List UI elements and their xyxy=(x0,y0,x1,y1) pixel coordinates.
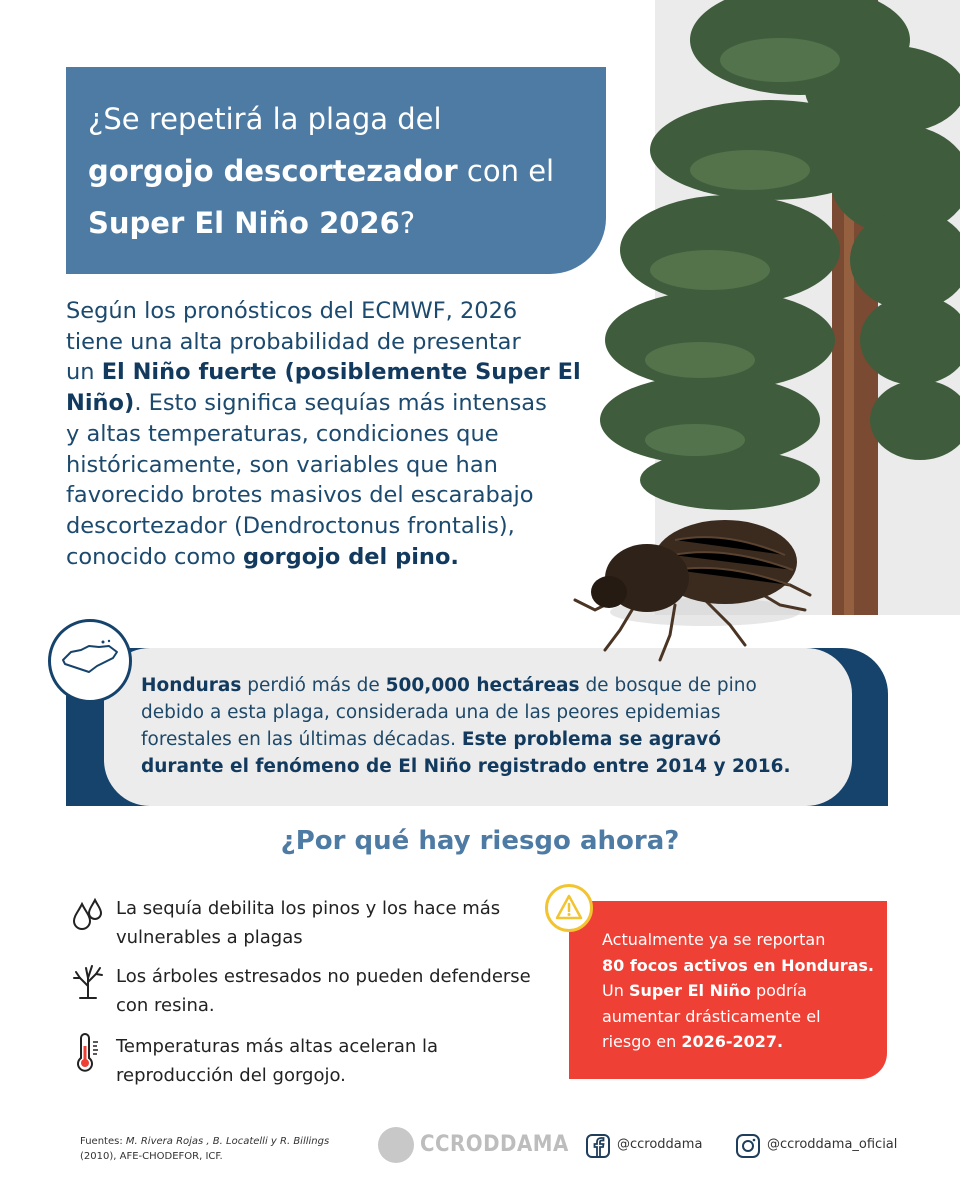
ccroddama-logo: CCRODDAMA xyxy=(378,1127,538,1163)
risk-item-drought: La sequía debilita los pinos y los hace más vulnerables a plagas xyxy=(70,894,550,954)
beetle-image xyxy=(565,500,815,670)
instagram-icon xyxy=(735,1133,761,1159)
warning-icon xyxy=(545,884,593,932)
title-line-1: ¿Se repetirá la plaga del xyxy=(88,102,442,136)
alert-text: Actualmente ya se reportan 80 focos activos en Honduras. Un Super El Niño podría aumentar drásticamente el riesgo en 2026-2027. xyxy=(602,930,875,1051)
risk-item-stressed-trees: Los árboles estresados no pueden defenderse con resina. xyxy=(70,962,550,1022)
risk-question-heading: ¿Por qué hay riesgo ahora? xyxy=(280,826,680,856)
title-line-2: gorgojo descortezador con el xyxy=(88,154,555,188)
honduras-card-text: Honduras perdió más de 500,000 hectáreas de bosque de pino debido a esta plaga, considerada una de las peores epidemias forestales en las últimas décadas. Este problema se agravó durante el fenómeno de El Niño registrado entre 2014 y 2016. xyxy=(141,675,791,777)
instagram-link[interactable]: @ccroddama_oficial xyxy=(735,1133,915,1159)
honduras-map-icon xyxy=(48,619,132,703)
facebook-icon xyxy=(585,1133,611,1159)
title-banner xyxy=(66,67,606,274)
facebook-link[interactable]: @ccroddama xyxy=(585,1133,725,1159)
title-line-3: Super El Niño 2026? xyxy=(88,206,416,240)
sources-note: Fuentes: M. Rivera Rojas , B. Locatelli y R. Billings (2010), AFE-CHODEFOR, ICF. xyxy=(80,1136,330,1162)
logo-emblem-icon xyxy=(378,1127,414,1163)
thermometer-icon xyxy=(70,1032,106,1072)
risk-item-temperature: Temperaturas más altas aceleran la reproducción del gorgojo. xyxy=(70,1032,550,1092)
water-drops-icon xyxy=(70,894,106,934)
intro-paragraph: Según los pronósticos del ECMWF, 2026 tiene una alta probabilidad de presentar un El Niño fuerte (posiblemente Super El Niño). Esto significa sequías más intensas y altas temperaturas, condiciones que históricamente, son variables que han favorecido brotes masivos del escarabajo descortezador (Dendroctonus frontalis), conocido como gorgojo del pino. xyxy=(66,298,581,570)
dry-tree-icon xyxy=(70,962,106,1002)
